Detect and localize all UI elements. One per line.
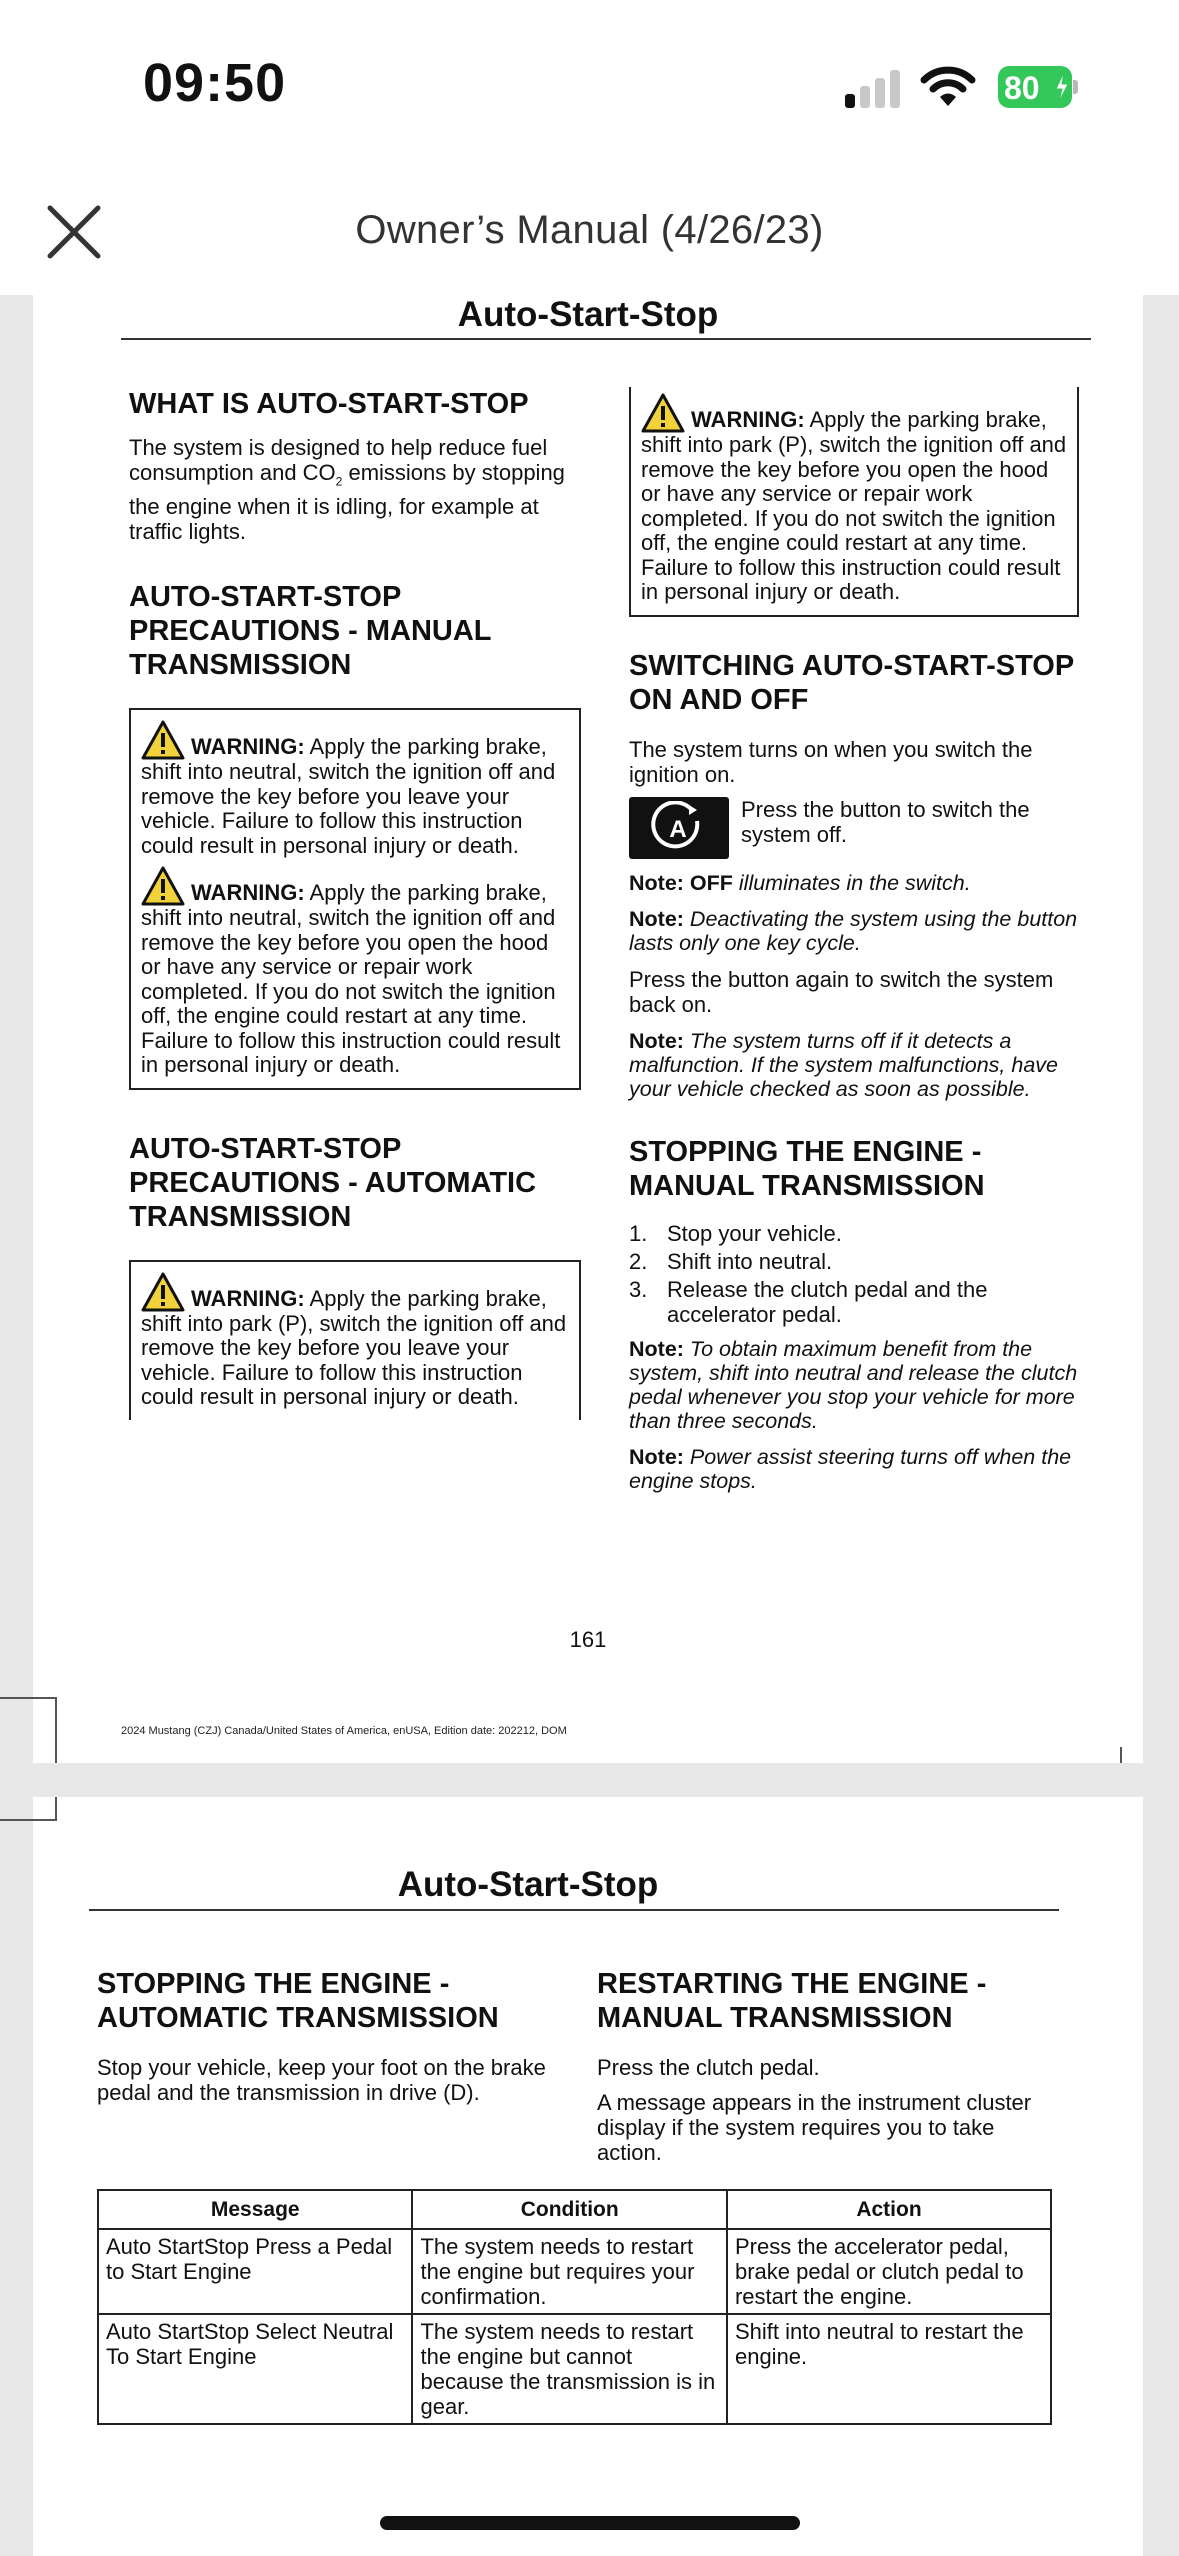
note: Note: Power assist steering turns off when the engine stops.: [629, 1444, 1072, 1493]
table-cell: Auto StartStop Select Neutral To Start Engine: [98, 2314, 412, 2424]
section-text: Press the clutch pedal.: [597, 2055, 820, 2080]
warning-text: WARNING: Apply the parking brake, shift into park (P), switch the ignition off and remove the key before you open the hood or have any service or repair work completed. If you do not switch the ignition off, the engine could restart at any time. Failure to follow this instruction could result in personal injury or death.: [641, 393, 1069, 605]
manual-page-162: [33, 1797, 1143, 2556]
section-text: The system turns on when you switch the ignition on.: [629, 736, 1033, 787]
warning-icon: [141, 1272, 185, 1312]
note: Note: To obtain maximum benefit from the system, shift into neutral and release the clutch pedal whenever you stop your vehicle for more than three seconds.: [629, 1336, 1078, 1433]
warning-text: WARNING: Apply the parking brake, shift into park (P), switch the ignition off and remove the key before you leave your vehicle. Failure to follow this instruction could result in personal injury or death.: [141, 1272, 571, 1410]
warning-box: [629, 387, 1079, 617]
status-time: 09:50: [143, 53, 287, 113]
section-text: The system is designed to help reduce fuel consumption and $CO_2$ emissions by stopping the engine when it is idling, for example at traffic lights.: [129, 435, 565, 545]
note: Note: OFF illuminates in the switch.: [629, 870, 971, 895]
battery-icon: [998, 66, 1078, 108]
left-column: [97, 1967, 557, 2121]
section-heading: WHAT IS AUTO-START-STOP: [129, 388, 529, 420]
right-column: [629, 387, 1079, 1505]
warning-icon: [641, 393, 685, 433]
wifi-icon: [920, 64, 976, 108]
section-heading: RESTARTING THE ENGINE - MANUAL TRANSMISSION: [597, 1968, 987, 2034]
table-cell: Auto StartStop Press a Pedal to Start Engine: [98, 2229, 412, 2314]
table-cell: Shift into neutral to restart the engine.: [727, 2314, 1051, 2424]
document-viewer[interactable]: [0, 295, 1179, 2556]
steps-list: [629, 1221, 1079, 1327]
section-heading: AUTO-START-STOP PRECAUTIONS - MANUAL TRANSMISSION: [129, 581, 491, 682]
warning-icon: [141, 866, 185, 906]
manual-page-161: [33, 295, 1143, 1763]
auto-start-stop-button-icon: [629, 797, 729, 859]
table-cell: Press the accelerator pedal, brake pedal or clutch pedal to restart the engine.: [727, 2229, 1051, 2314]
table-row: [98, 2229, 1051, 2314]
cellular-signal-icon: [845, 66, 905, 108]
right-column: [597, 1967, 1057, 2181]
button-instruction: [629, 797, 1079, 859]
page-number: 161: [569, 1627, 607, 1652]
page-footer: 2024 Mustang (CZJ) Canada/United States of America, enUSA, Edition date: 202212, DOM: [121, 1725, 567, 1737]
section-heading: AUTO-START-STOP PRECAUTIONS - AUTOMATIC TRANSMISSION: [129, 1132, 537, 1233]
warning-text: WARNING: Apply the parking brake, shift into neutral, switch the ignition off and remove the key before you open the hood or have any service or repair work completed. If you do not switch the ignition off, the engine could restart at any time. Failure to follow this instruction could result in personal injury or death.: [141, 866, 571, 1078]
crop-mark: [0, 1819, 55, 1821]
table-cell: The system needs to restart the engine but requires your confirmation.: [412, 2229, 726, 2314]
note: Note: Deactivating the system using the button lasts only one key cycle.: [629, 906, 1078, 955]
warning-box: [129, 1260, 581, 1420]
message-table: [97, 2189, 1052, 2425]
list-item: 2. Shift into neutral.: [629, 1248, 833, 1274]
crop-mark: [55, 1797, 57, 1821]
title-rule: [89, 1909, 1059, 1911]
table-cell: The system needs to restart the engine but cannot because the transmission is in gear.: [412, 2314, 726, 2424]
left-column: [129, 387, 581, 1420]
home-indicator[interactable]: [380, 2516, 800, 2530]
nav-bar: [0, 170, 1179, 295]
page-title: Auto-Start-Stop: [397, 1865, 659, 1904]
column-header-condition: Condition: [412, 2190, 726, 2229]
warning-text: WARNING: Apply the parking brake, shift into neutral, switch the ignition off and remove the key before you leave your vehicle. Failure to follow this instruction could result in personal injury or death.: [141, 720, 571, 858]
section-text: A message appears in the instrument cluster display if the system requires you to take action.: [597, 2090, 1032, 2165]
section-text: Stop your vehicle, keep your foot on the brake pedal and the transmission in drive (D).: [97, 2055, 546, 2105]
svg-text:A: A: [669, 815, 687, 843]
section-heading: SWITCHING AUTO-START-STOP ON AND OFF: [629, 649, 1074, 716]
table-header-row: [98, 2190, 1051, 2229]
status-bar: [0, 0, 1179, 170]
section-heading: STOPPING THE ENGINE - AUTOMATIC TRANSMISSION: [97, 1968, 499, 2034]
charging-bolt-icon: [1054, 72, 1070, 102]
warning-box: [129, 708, 581, 1090]
list-item: 1. Stop your vehicle.: [629, 1220, 842, 1246]
battery-level: 80: [1004, 70, 1040, 106]
crop-mark: [0, 1697, 55, 1699]
note: Note: The system turns off if it detects a malfunction. If the system malfunctions, have your vehicle checked as soon as possible.: [629, 1028, 1059, 1101]
title-rule: [121, 338, 1091, 340]
document-title: Owner’s Manual (4/26/23): [355, 208, 824, 252]
list-item: 3. Release the clutch pedal and the accelerator pedal.: [629, 1276, 988, 1327]
column-header-action: Action: [727, 2190, 1051, 2229]
button-text: Press the button to switch the system off.: [741, 796, 1030, 847]
warning-icon: [141, 720, 185, 760]
column-header-message: Message: [98, 2190, 412, 2229]
section-text: Press the button again to switch the system back on.: [629, 966, 1054, 1017]
crop-mark: [55, 1697, 57, 1763]
section-heading: STOPPING THE ENGINE - MANUAL TRANSMISSION: [629, 1135, 985, 1202]
page-title: Auto-Start-Stop: [457, 295, 719, 334]
crop-mark: [1120, 1747, 1122, 1763]
table-row: [98, 2314, 1051, 2424]
